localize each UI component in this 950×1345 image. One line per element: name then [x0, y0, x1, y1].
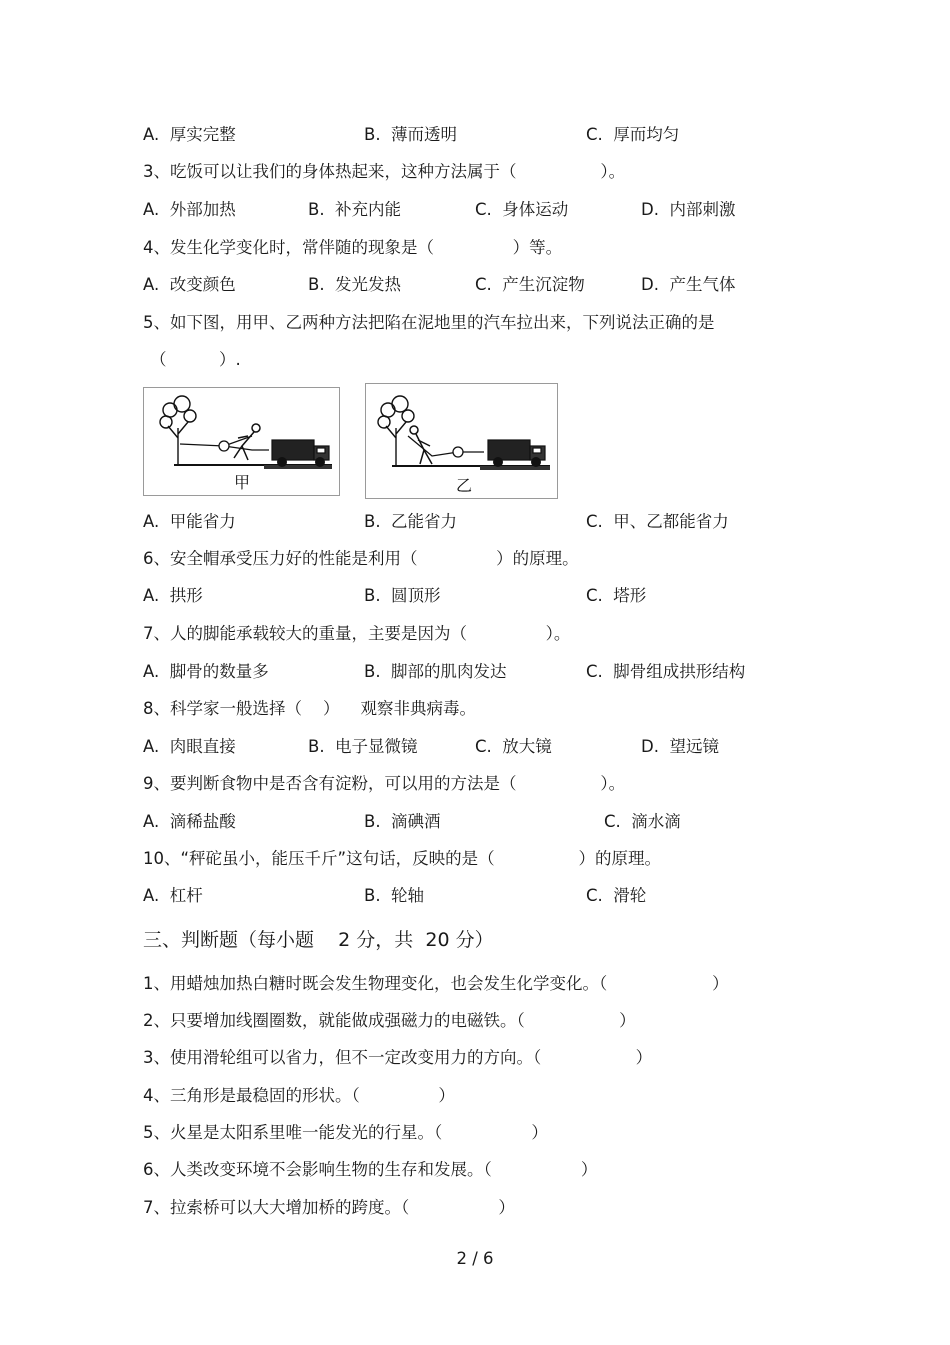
q7-stem: 7、人的脚能承载较大的重量，主要是因为（ ）。 — [143, 624, 571, 643]
q9-option-c: C. 滴水滴 — [604, 812, 681, 831]
q6-stem: 6、安全帽承受压力好的性能是利用（ ）的原理。 — [143, 549, 579, 568]
q3-option-b: B. 补充内能 — [308, 200, 402, 219]
q6-option-b: B. 圆顶形 — [364, 586, 441, 605]
q5-stem-cont: （ ）. — [150, 350, 241, 369]
figure-jia-label: 甲 — [234, 473, 251, 492]
q4-option-a: A. 改变颜色 — [143, 275, 236, 294]
q2-option-a: A. 厚实完整 — [143, 125, 236, 144]
q8-option-c: C. 放大镜 — [475, 737, 552, 756]
q6-option-a: A. 拱形 — [143, 586, 203, 605]
figure-jia — [143, 387, 340, 496]
q8-option-d: D. 望远镜 — [641, 737, 719, 756]
q9-stem: 9、要判断食物中是否含有淀粉，可以用的方法是（ ）。 — [143, 774, 626, 793]
q5-option-c: C. 甲、乙都能省力 — [586, 512, 729, 531]
judge-item-4: 4、三角形是最稳固的形状。（ ） — [143, 1086, 455, 1105]
judge-item-3: 3、使用滑轮组可以省力，但不一定改变用力的方向。（ ） — [143, 1048, 653, 1067]
figure-yi — [365, 383, 558, 499]
judge-item-6: 6、人类改变环境不会影响生物的生存和发展。（ ） — [143, 1160, 598, 1179]
q2-option-b: B. 薄而透明 — [364, 125, 458, 144]
q4-stem: 4、发生化学变化时，常伴随的现象是（ ）等。 — [143, 238, 563, 257]
q2-option-c: C. 厚而均匀 — [586, 125, 680, 144]
q5-stem: 5、如下图，用甲、乙两种方法把陷在泥地里的汽车拉出来，下列说法正确的是 — [143, 313, 715, 332]
q10-stem: 10、“秤砣虽小，能压千斤”这句话，反映的是（ ）的原理。 — [143, 849, 662, 868]
q8-stem: 8、科学家一般选择（ ） 观察非典病毒。 — [143, 699, 476, 718]
judge-item-5: 5、火星是太阳系里唯一能发光的行星。（ ） — [143, 1123, 548, 1142]
q6-option-c: C. 塔形 — [586, 586, 647, 605]
q3-option-a: A. 外部加热 — [143, 200, 236, 219]
figure-yi-label: 乙 — [456, 476, 473, 495]
judge-item-2: 2、只要增加线圈圈数，就能做成强磁力的电磁铁。（ ） — [143, 1011, 636, 1030]
q9-option-a: A. 滴稀盐酸 — [143, 812, 236, 831]
q7-option-c: C. 脚骨组成拱形结构 — [586, 662, 746, 681]
q3-option-d: D. 内部刺激 — [641, 200, 736, 219]
q5-option-b: B. 乙能省力 — [364, 512, 458, 531]
q5-option-a: A. 甲能省力 — [143, 512, 236, 531]
q4-option-b: B. 发光发热 — [308, 275, 402, 294]
q10-option-b: B. 轮轴 — [364, 886, 425, 905]
q7-option-a: A. 脚骨的数量多 — [143, 662, 269, 681]
q8-option-a: A. 肉眼直接 — [143, 737, 236, 756]
q3-stem: 3、吃饭可以让我们的身体热起来，这种方法属于（ ）。 — [143, 162, 626, 181]
q4-option-c: C. 产生沉淀物 — [475, 275, 585, 294]
q8-option-b: B. 电子显微镜 — [308, 737, 418, 756]
judge-item-1: 1、用蜡烛加热白糖时既会发生物理变化，也会发生化学变化。（ ） — [143, 974, 729, 993]
q10-option-c: C. 滑轮 — [586, 886, 647, 905]
section-3-title: 三、判断题（每小题 2 分，共 20 分） — [143, 929, 494, 951]
judge-item-7: 7、拉索桥可以大大增加桥的跨度。（ ） — [143, 1198, 515, 1217]
q3-option-c: C. 身体运动 — [475, 200, 569, 219]
q4-option-d: D. 产生气体 — [641, 275, 736, 294]
page-number: 2 / 6 — [456, 1249, 494, 1268]
q10-option-a: A. 杠杆 — [143, 886, 203, 905]
q9-option-b: B. 滴碘酒 — [364, 812, 441, 831]
q7-option-b: B. 脚部的肌肉发达 — [364, 662, 507, 681]
